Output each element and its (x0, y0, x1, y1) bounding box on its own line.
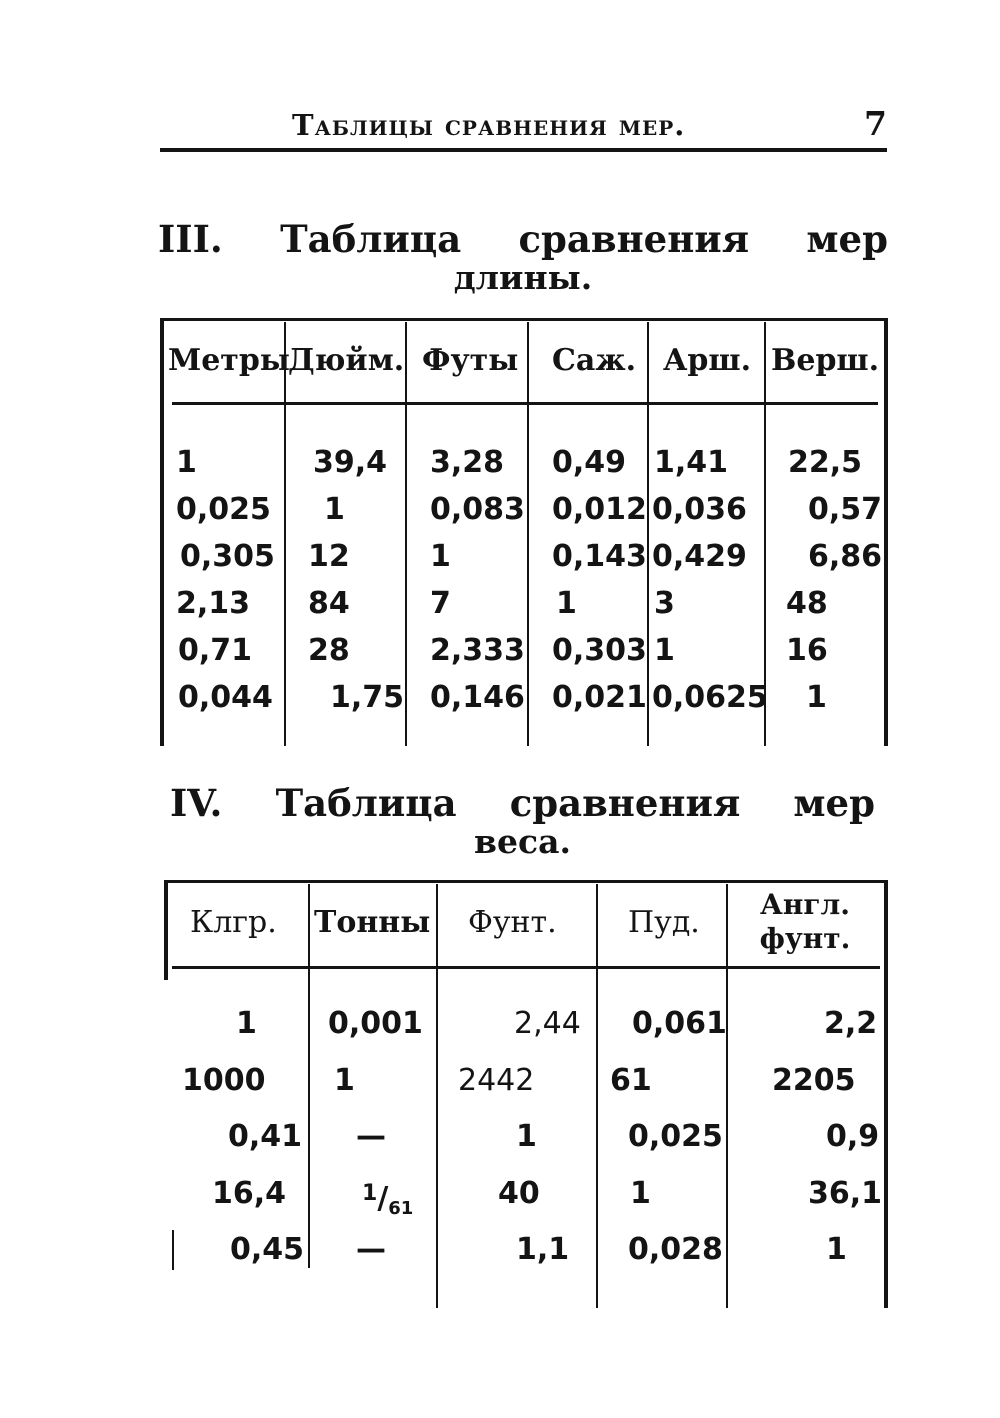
header-rule (160, 148, 887, 152)
column-header: Пуд. (628, 905, 700, 940)
table-cell: 39,4 (313, 445, 388, 480)
fraction-numerator: 1 (362, 1181, 378, 1206)
fraction-slash: / (377, 1181, 389, 1216)
table-cell: 0,49 (552, 445, 627, 480)
column-header: Верш. (771, 343, 880, 378)
running-header (160, 100, 887, 152)
table-left-border (160, 318, 164, 746)
table-cell: 1,1 (516, 1232, 570, 1267)
table-cell: 0,001 (328, 1006, 423, 1041)
table-cell: 1,75 (330, 680, 405, 715)
table-cell: 0,41 (228, 1119, 303, 1154)
column-header: Фунт. (468, 905, 557, 940)
table-cell: 0,083 (430, 492, 525, 527)
table-cell: 1 (176, 445, 197, 480)
column-divider (308, 884, 310, 1268)
column-header: Футы (422, 343, 519, 378)
column-header-line2: фунт. (759, 922, 851, 955)
table-cell: 3,28 (430, 445, 505, 480)
table-cell: 1 (654, 633, 675, 668)
header-rule (172, 402, 878, 405)
table-cell: 36,1 (808, 1176, 883, 1211)
column-header: Тонны (314, 905, 431, 940)
table-cell: 1 (430, 539, 451, 574)
table-cell: 28 (308, 633, 350, 668)
table-cell: 16,4 (212, 1176, 287, 1211)
table-cell: 0,146 (430, 680, 525, 715)
section-3-title (158, 218, 888, 296)
table-cell: 61 (610, 1063, 652, 1098)
column-header: Саж. (552, 343, 637, 378)
column-header: Арш. (663, 343, 752, 378)
table-cell: 2,44 (514, 1006, 581, 1041)
table-cell: 1 (324, 492, 345, 527)
section-4-word-1: Таблица (275, 781, 457, 825)
section-3-title-line1 (158, 218, 888, 260)
table-cell: 1 (516, 1119, 537, 1154)
table-cell: 84 (308, 586, 350, 621)
table-cell: 0,044 (178, 680, 273, 715)
table-cell: 2,333 (430, 633, 525, 668)
table-cell: 0,021 (552, 680, 647, 715)
section-4-title-line1 (170, 782, 875, 824)
table-right-border (884, 880, 888, 1308)
table-cell: 0,025 (176, 492, 271, 527)
section-3-word-1: Таблица (280, 217, 462, 261)
column-header: Дюйм. (288, 343, 405, 378)
table-cell: 6,86 (808, 539, 883, 574)
table-cell: 0,303 (552, 633, 647, 668)
table-cell: 7 (430, 586, 451, 621)
table-left-border (172, 1230, 174, 1270)
column-header-line1: Англ. (760, 888, 850, 921)
column-divider (405, 322, 407, 746)
column-header: Метры (168, 343, 290, 378)
fraction-cell (362, 1176, 413, 1227)
section-4-word-2: сравнения (509, 781, 741, 825)
table-cell: 48 (786, 586, 828, 621)
table-cell: 0,061 (632, 1006, 727, 1041)
column-divider (436, 884, 438, 1308)
table-cell: 0,0625 (652, 680, 768, 715)
table-cell: 0,429 (652, 539, 747, 574)
table-cell: 0,57 (808, 492, 883, 527)
table-cell: 1000 (182, 1063, 266, 1098)
table-cell: 0,9 (826, 1119, 880, 1154)
header-rule (172, 966, 880, 969)
table-cell: — (356, 1232, 386, 1267)
table-top-rule (164, 880, 888, 883)
table-cell: 1 (556, 586, 577, 621)
page-number: 7 (864, 104, 887, 143)
column-divider (647, 322, 649, 746)
table-cell: 40 (498, 1176, 540, 1211)
section-3-title-line2: длины. (453, 258, 593, 297)
table-cell: 0,028 (628, 1232, 723, 1267)
section-3-word-3: мер (806, 217, 888, 261)
table-cell: 0,012 (552, 492, 647, 527)
column-divider (284, 322, 286, 746)
fraction-denominator: 61 (388, 1198, 414, 1219)
table-cell: 3 (654, 586, 675, 621)
table-cell: 2,13 (176, 586, 251, 621)
section-4-word-3: мер (793, 781, 875, 825)
table-left-border (164, 880, 168, 980)
table-cell: — (356, 1119, 386, 1154)
section-4-title (170, 782, 875, 860)
table-cell: 0,45 (230, 1232, 305, 1267)
table-cell: 0,025 (628, 1119, 723, 1154)
table-cell: 0,143 (552, 539, 647, 574)
column-divider (527, 322, 529, 746)
table-cell: 0,036 (652, 492, 747, 527)
table-cell: 1 (826, 1232, 847, 1267)
table-cell: 2442 (458, 1063, 535, 1098)
section-3-word-2: сравнения (518, 217, 750, 261)
table-cell: 1,41 (654, 445, 729, 480)
table-cell: 1 (236, 1006, 257, 1041)
table-cell: 1 (630, 1176, 651, 1211)
table-top-rule (160, 318, 888, 321)
table-right-border (884, 318, 888, 746)
section-4-title-line2: веса. (474, 822, 571, 861)
table-cell: 1 (334, 1063, 355, 1098)
table-cell: 12 (308, 539, 350, 574)
table-cell: 0,71 (178, 633, 253, 668)
table-cell: 16 (786, 633, 828, 668)
section-3-number: III. (158, 217, 223, 261)
running-title: Таблицы сравнения мер. (292, 108, 686, 142)
column-divider (726, 884, 728, 1308)
table-cell: 22,5 (788, 445, 863, 480)
column-header-stacked (740, 888, 870, 956)
table-cell: 0,305 (180, 539, 275, 574)
table-cell: 2,2 (824, 1006, 878, 1041)
section-4-number: IV. (170, 781, 223, 825)
column-header: Клгр. (190, 905, 277, 940)
table-cell: 1 (806, 680, 827, 715)
column-divider (596, 884, 598, 1308)
table-cell: 2205 (772, 1063, 856, 1098)
